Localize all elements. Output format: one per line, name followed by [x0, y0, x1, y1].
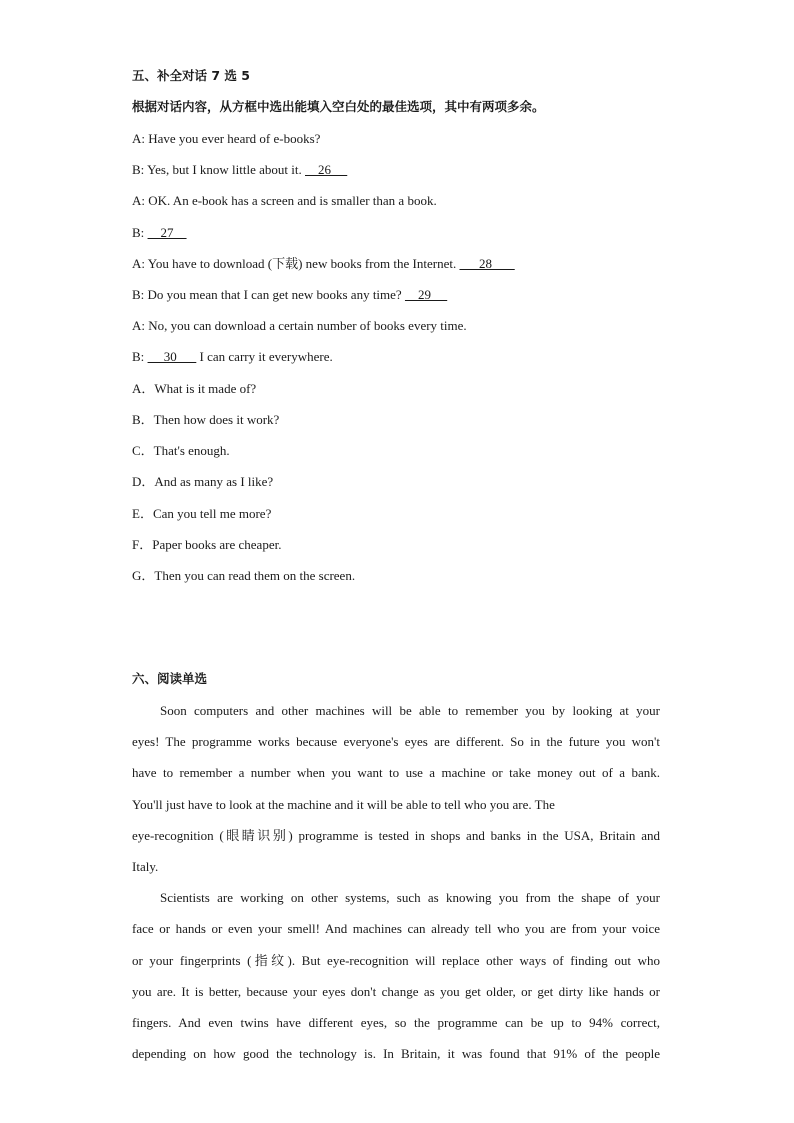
answer-blank-30: 30: [147, 349, 197, 364]
dialogue-line-5: [132, 256, 515, 272]
dialogue-text: Yes, but I know little about it.: [144, 162, 305, 177]
passage-line: face or hands or even your smell! And machines can already tell who you are from your voice: [132, 921, 660, 936]
passage-line: eye-recognition (眼睛识别) programme is tested in shops and banks in the USA, Britain and: [132, 828, 660, 843]
passage-line: Italy.: [132, 859, 159, 874]
section-6-title: 六、阅读单选: [132, 671, 208, 686]
answer-blank-27: 27: [147, 225, 187, 240]
dialogue-line-1: [132, 131, 320, 147]
passage-line: You'll just have to look at the machine and it will be able to tell who you are. The: [132, 797, 555, 812]
answer-blank-26: 26: [305, 162, 348, 177]
dialogue-line-4: [132, 225, 187, 241]
section-5-instruction: 根据对话内容，从方框中选出能填入空白处的最佳选项，其中有两项多余。: [132, 99, 545, 114]
speaker-label: B:: [132, 349, 145, 364]
dialogue-line-2: [132, 162, 347, 178]
passage-line: Soon computers and other machines will be able to remember you by looking at your: [160, 703, 660, 718]
answer-blank-29: 29: [404, 287, 448, 302]
dialogue-line-6: [132, 287, 447, 303]
passage-line: you are. It is better, because your eyes don't change as you get older, or get dirty like hands or: [132, 984, 660, 999]
dialogue-text: You have to download (下载) new books from the Internet.: [145, 256, 460, 271]
option-g: G．Then you can read them on the screen.: [132, 568, 356, 583]
answer-blank-28: 28: [459, 256, 515, 271]
passage-line: depending on how good the technology is. In Britain, it was found that 91% of the people: [132, 1046, 660, 1061]
option-e: E．Can you tell me more?: [132, 506, 272, 521]
passage-line: have to remember a number when you want to use a machine or take money out of a bank.: [132, 765, 660, 780]
dialogue-text: Do you mean that I can get new books any time?: [144, 287, 405, 302]
passage-line: or your fingerprints (指纹). But eye-recognition will replace other ways of finding out who: [132, 953, 660, 968]
option-b: B．Then how does it work?: [132, 412, 280, 427]
speaker-label: B:: [132, 225, 145, 240]
speaker-label: A:: [132, 256, 145, 271]
passage-line: fingers. And even twins have different eyes, so the programme can be up to 94% correct,: [132, 1015, 660, 1030]
passage-line: eyes! The programme works because everyone's eyes are different. So in the future you won't: [132, 734, 660, 749]
dialogue-text: Have you ever heard of e-books?: [145, 131, 321, 146]
speaker-label: B:: [132, 162, 145, 177]
option-c: C．That's enough.: [132, 443, 230, 458]
speaker-label: A:: [132, 318, 145, 333]
speaker-label: B:: [132, 287, 145, 302]
option-f: F．Paper books are cheaper.: [132, 537, 282, 552]
option-a: A．What is it made of?: [132, 381, 257, 396]
dialogue-line-7: [132, 318, 467, 334]
option-d: D．And as many as I like?: [132, 474, 274, 489]
speaker-label: A:: [132, 131, 145, 146]
speaker-label: A:: [132, 193, 145, 208]
dialogue-line-8: [132, 349, 333, 365]
dialogue-text: I can carry it everywhere.: [196, 349, 333, 364]
dialogue-text: No, you can download a certain number of books every time.: [145, 318, 467, 333]
dialogue-line-3: [132, 193, 437, 209]
dialogue-text: OK. An e-book has a screen and is smaller than a book.: [145, 193, 437, 208]
passage-line: Scientists are working on other systems, such as knowing you from the shape of your: [160, 890, 660, 905]
section-5-title: 五、补全对话 7 选 5: [132, 68, 250, 83]
